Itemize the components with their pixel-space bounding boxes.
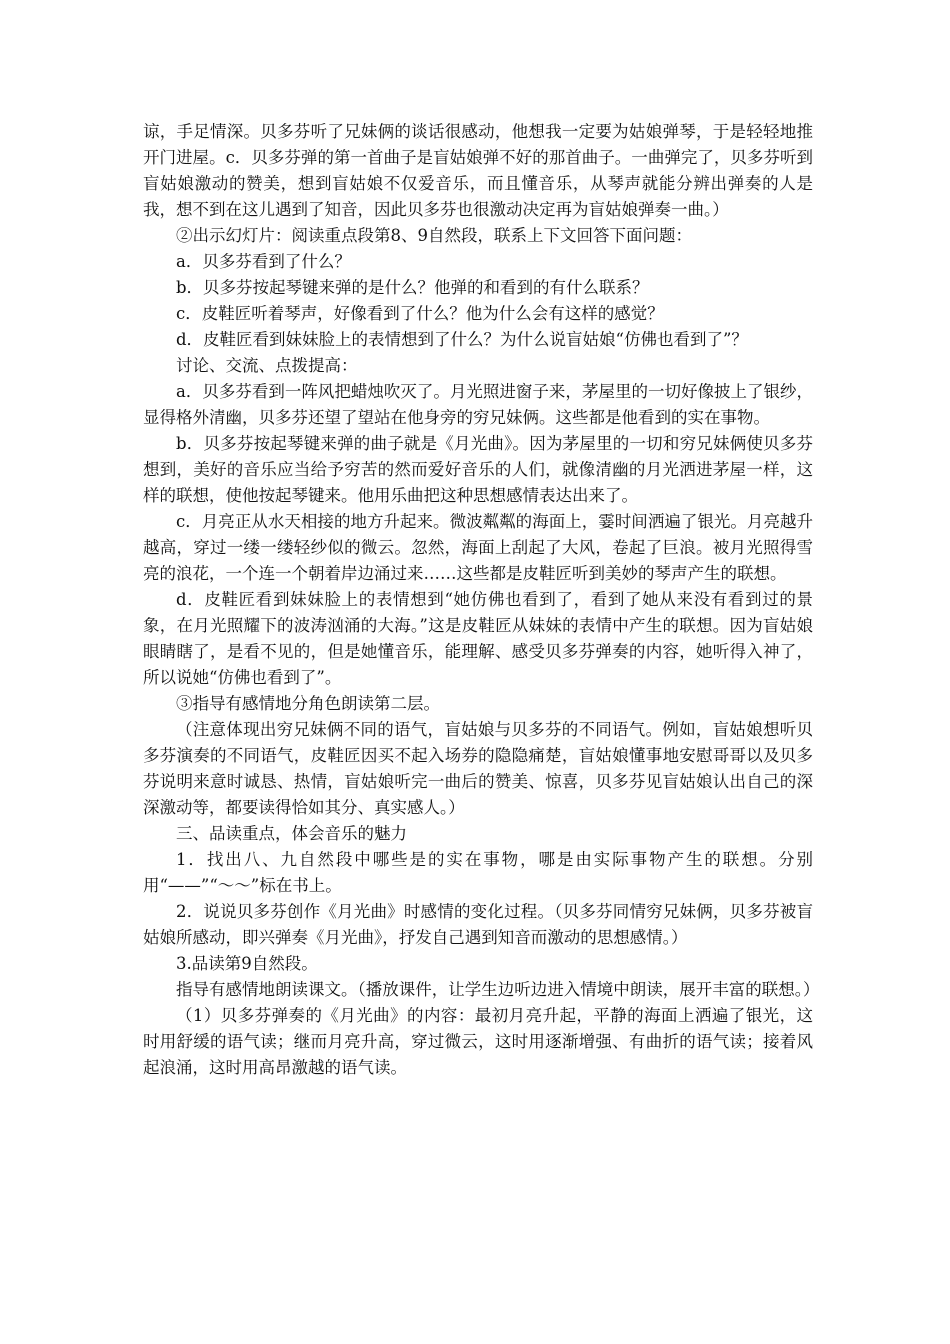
paragraph-10: c．月亮正从水天相接的地方升起来。微波粼粼的海面上，霎时间洒遍了银光。月亮越升越高，穿过一缕一缕轻纱似的微云。忽然，海面上刮起了大风，卷起了巨浪。被月光照得雪亮的浪花，一个连一个朝着岸边涌过来……这些都是皮鞋匠听到美妙的琴声产生的联想。 [143, 512, 813, 583]
paragraph-18: 指导有感情地朗读课文。（播放课件，让学生边听边进入情境中朗读，展开丰富的联想。） [176, 980, 820, 999]
paragraph-1: 谅，手足情深。贝多芬听了兄妹俩的谈话很感动，他想我一定要为姑娘弹琴，于是轻轻地推开门进屋。c．贝多芬弹的第一首曲子是盲姑娘弹不好的那首曲子。一曲弹完了，贝多芬听到盲姑娘激动的赞美，想到盲姑娘不仅爱音乐，而且懂音乐，从琴声就能分辨出弹奏的人是我，想不到在这儿遇到了知音，因此贝多芬也很激动决定再为盲姑娘弹奏一曲。） [143, 122, 813, 219]
paragraph-4: b．贝多芬按起琴键来弹的是什么？他弹的和看到的有什么联系？ [176, 278, 649, 297]
section-heading: 三、品读重点，体会音乐的魅力 [176, 824, 407, 843]
paragraph-13: （注意体现出穷兄妹俩不同的语气，盲姑娘与贝多芬的不同语气。例如，盲姑娘想听贝多芬演奏的不同语气，皮鞋匠因买不起入场券的隐隐痛楚，盲姑娘懂事地安慰哥哥以及贝多芬说明来意时诚恳、热情，盲姑娘听完一曲后的赞美、惊喜，贝多芬见盲姑娘认出自己的深深激动等，都要读得恰如其分、真实感人。） [143, 720, 813, 817]
paragraph-12: ③指导有感情地分角色朗读第二层。 [176, 694, 440, 713]
paragraph-19: （1）贝多芬弹奏的《月光曲》的内容：最初月亮升起，平静的海面上洒遍了银光，这时用舒缓的语气读；继而月亮升高，穿过微云，这时用逐渐增强、有曲折的语气读；接着风起浪涌，这时用高昂激越的语气读。 [143, 1006, 813, 1077]
paragraph-15: 1．找出八、九自然段中哪些是的实在事物，哪是由实际事物产生的联想。分别用“——”“～～”标在书上。 [143, 850, 813, 895]
paragraph-7: 讨论、交流、点拨提高： [176, 356, 358, 375]
paragraph-9: b．贝多芬按起琴键来弹的曲子就是《月光曲》。因为茅屋里的一切和穷兄妹俩使贝多芬想到，美好的音乐应当给予穷苦的然而爱好音乐的人们，就像清幽的月光洒进茅屋一样，这样的联想，使他按起琴键来。他用乐曲把这种思想感情表达出来了。 [143, 434, 813, 505]
paragraph-17: 3.品读第9自然段。 [176, 954, 318, 973]
paragraph-3: a．贝多芬看到了什么？ [176, 252, 351, 271]
paragraph-5: c．皮鞋匠听着琴声，好像看到了什么？他为什么会有这样的感觉？ [176, 304, 664, 323]
paragraph-2: ②出示幻灯片：阅读重点段第8、9自然段，联系上下文回答下面问题： [176, 226, 692, 245]
paragraph-8: a．贝多芬看到一阵风把蜡烛吹灭了。月光照进窗子来，茅屋里的一切好像披上了银纱，显得格外清幽，贝多芬还望了望站在他身旁的穷兄妹俩。这些都是他看到的实在事物。 [143, 382, 813, 427]
paragraph-6: d．皮鞋匠看到妹妹脸上的表情想到了什么？为什么说盲姑娘“仿佛也看到了”？ [176, 330, 748, 349]
paragraph-11: d．皮鞋匠看到妹妹脸上的表情想到“她仿佛也看到了，看到了她从来没有看到过的景象，在月光照耀下的波涛汹涌的大海。”这是皮鞋匠从妹妹的表情中产生的联想。因为盲姑娘眼睛瞎了，是看不见的，但是她懂音乐，能理解、感受贝多芬弹奏的内容，她听得入神了，所以说她“仿佛也看到了”。 [143, 590, 813, 687]
paragraph-16: 2．说说贝多芬创作《月光曲》时感情的变化过程。（贝多芬同情穷兄妹俩，贝多芬被盲姑娘所感动，即兴弹奏《月光曲》，抒发自己遇到知音而激动的思想感情。） [143, 902, 813, 947]
document-body [143, 119, 820, 1081]
